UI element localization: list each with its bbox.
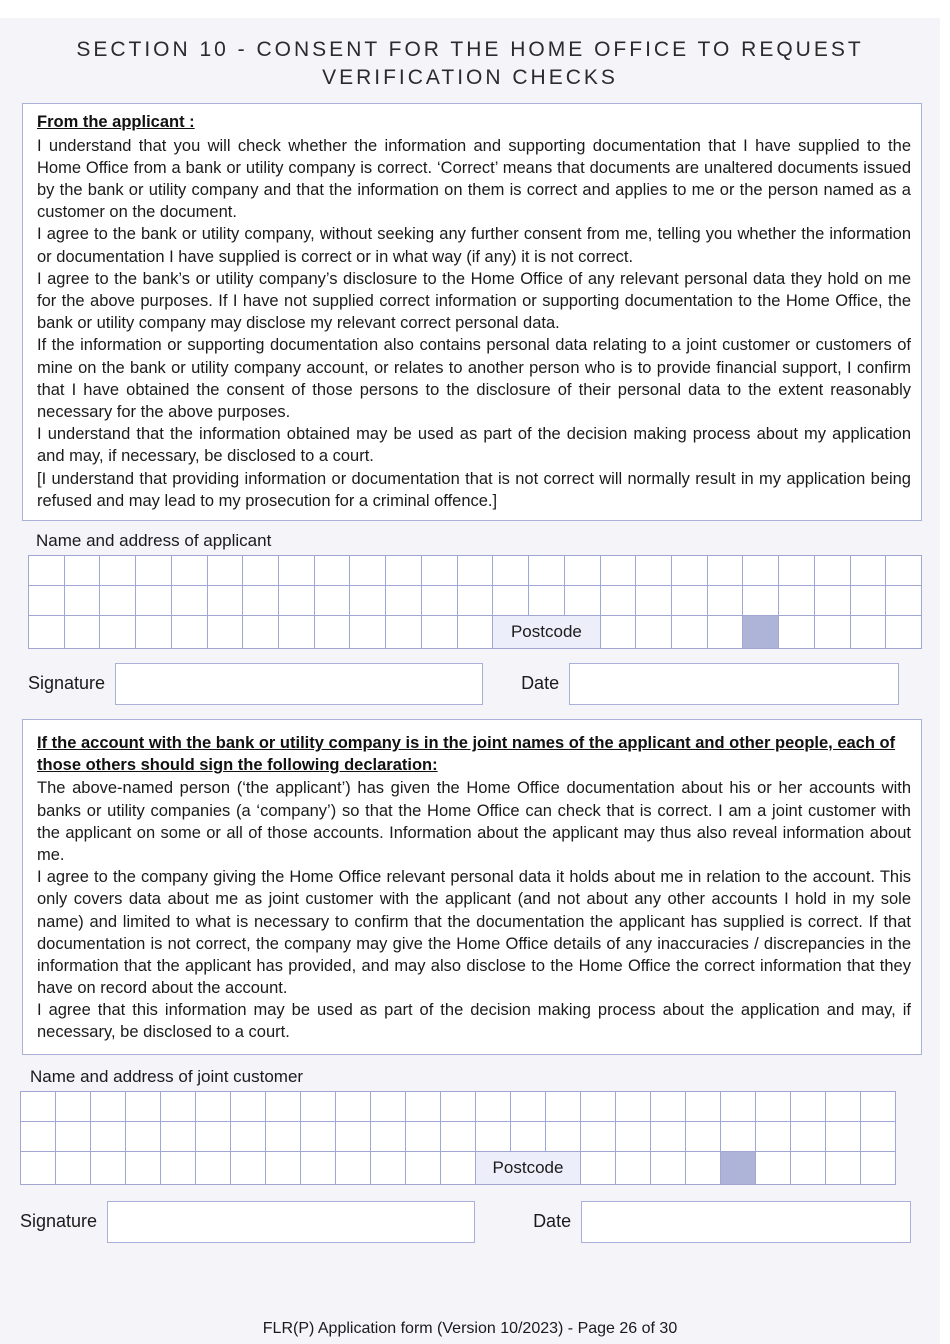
- address-char-cell[interactable]: [581, 1121, 616, 1151]
- address-char-cell[interactable]: [126, 1121, 161, 1151]
- postcode-char-cell[interactable]: [814, 615, 850, 648]
- joint-declaration-heading: If the account with the bank or utility company is in the joint names of the applicant and other people, each of those others should sign the following declaration:: [37, 733, 896, 775]
- postcode-char-cell[interactable]: [636, 615, 672, 648]
- address-char-cell[interactable]: [196, 1121, 231, 1151]
- address-char-cell[interactable]: [243, 585, 279, 615]
- address-char-cell[interactable]: [91, 1151, 126, 1184]
- address-char-cell[interactable]: [171, 615, 207, 648]
- address-char-cell[interactable]: [707, 585, 743, 615]
- address-char-cell[interactable]: [671, 555, 707, 585]
- address-char-cell[interactable]: [279, 615, 315, 648]
- address-char-cell[interactable]: [441, 1091, 476, 1121]
- applicant-declaration-heading: From the applicant :: [37, 113, 195, 132]
- address-char-cell[interactable]: [21, 1121, 56, 1151]
- postcode-char-cell[interactable]: [671, 615, 707, 648]
- address-char-cell[interactable]: [546, 1121, 581, 1151]
- address-char-cell[interactable]: [600, 585, 636, 615]
- address-grid-row: [21, 1091, 896, 1121]
- address-char-cell[interactable]: [791, 1091, 826, 1121]
- address-char-cell[interactable]: [350, 555, 386, 585]
- address-char-cell[interactable]: [301, 1151, 336, 1184]
- address-char-cell[interactable]: [126, 1151, 161, 1184]
- joint-declaration-box: [22, 719, 922, 1055]
- address-char-cell[interactable]: [406, 1121, 441, 1151]
- address-char-cell[interactable]: [301, 1121, 336, 1151]
- address-char-cell[interactable]: [493, 585, 529, 615]
- address-char-cell[interactable]: [171, 585, 207, 615]
- address-char-cell[interactable]: [56, 1091, 91, 1121]
- address-char-cell[interactable]: [266, 1121, 301, 1151]
- address-char-cell[interactable]: [21, 1151, 56, 1184]
- address-char-cell[interactable]: [743, 555, 779, 585]
- address-char-cell[interactable]: [21, 1091, 56, 1121]
- joint-declaration-paragraph: The above-named person (‘the applicant’) has given the Home Office documentation about his or her accounts with banks or utility companies (a ‘company’) so that the Home Office can check that is correct. I am a joint customer with the applicant on some or all of those accounts. Information about the applicant may thus also reveal information about me.: [37, 779, 911, 864]
- address-char-cell[interactable]: [861, 1091, 896, 1121]
- address-char-cell[interactable]: [529, 585, 565, 615]
- address-char-cell[interactable]: [406, 1151, 441, 1184]
- joint-signature-input[interactable]: [107, 1201, 475, 1243]
- address-char-cell[interactable]: [371, 1091, 406, 1121]
- postcode-char-cell[interactable]: [886, 615, 922, 648]
- address-char-cell[interactable]: [100, 585, 136, 615]
- address-char-cell[interactable]: [56, 1151, 91, 1184]
- applicant-date-label: Date: [521, 673, 560, 694]
- address-char-cell[interactable]: [850, 555, 886, 585]
- address-char-cell[interactable]: [371, 1151, 406, 1184]
- address-char-cell[interactable]: [721, 1121, 756, 1151]
- address-char-cell[interactable]: [651, 1121, 686, 1151]
- address-char-cell[interactable]: [686, 1091, 721, 1121]
- address-char-cell[interactable]: [671, 585, 707, 615]
- address-char-cell[interactable]: [756, 1091, 791, 1121]
- applicant-signature-row: [28, 663, 928, 705]
- postcode-row: [29, 615, 922, 648]
- postcode-char-cell[interactable]: [850, 615, 886, 648]
- postcode-char-cell[interactable]: [707, 615, 743, 648]
- address-grid-row: [21, 1121, 896, 1151]
- address-char-cell[interactable]: [126, 1091, 161, 1121]
- page-footer: FLR(P) Application form (Version 10/2023) - Page 26 of 30: [262, 1320, 678, 1337]
- joint-address-grid[interactable]: [20, 1091, 896, 1185]
- postcode-char-cell[interactable]: [600, 615, 636, 648]
- address-char-cell[interactable]: [707, 555, 743, 585]
- address-char-cell[interactable]: [231, 1091, 266, 1121]
- address-char-cell[interactable]: [64, 555, 100, 585]
- address-char-cell[interactable]: [511, 1121, 546, 1151]
- address-char-cell[interactable]: [636, 585, 672, 615]
- address-char-cell[interactable]: [564, 585, 600, 615]
- applicant-address-grid[interactable]: [28, 555, 922, 649]
- address-char-cell[interactable]: [814, 555, 850, 585]
- address-char-cell[interactable]: [136, 585, 172, 615]
- page-title: SECTION 10 - CONSENT FOR THE HOME OFFICE TO REQUEST VERIFICATION CHECKS: [76, 38, 864, 89]
- address-char-cell[interactable]: [196, 1091, 231, 1121]
- address-char-cell[interactable]: [600, 555, 636, 585]
- postcode-char-cell[interactable]: [791, 1151, 826, 1184]
- address-char-cell[interactable]: [791, 1121, 826, 1151]
- postcode-char-cell[interactable]: [779, 615, 815, 648]
- applicant-signature-label: Signature: [28, 673, 106, 694]
- address-char-cell[interactable]: [457, 585, 493, 615]
- address-char-cell[interactable]: [301, 1091, 336, 1121]
- address-char-cell[interactable]: [779, 555, 815, 585]
- joint-date-input[interactable]: [581, 1201, 911, 1243]
- applicant-declaration-paragraph: I agree to the bank or utility company, without seeking any further consent from me, telling you whether the information or documentation I have supplied is correct or in what way (if any) it is not correct.: [37, 225, 911, 266]
- joint-address-label: Name and address of joint customer: [30, 1066, 304, 1086]
- applicant-declaration-paragraph: [I understand that providing information or documentation that is not correct will normally result in my application being refused and may lead to my prosecution for a criminal offence.]: [37, 469, 911, 510]
- address-char-cell[interactable]: [616, 1121, 651, 1151]
- address-char-cell[interactable]: [529, 555, 565, 585]
- address-char-cell[interactable]: [279, 585, 315, 615]
- postcode-row: [21, 1151, 896, 1184]
- address-char-cell[interactable]: [826, 1121, 861, 1151]
- address-char-cell[interactable]: [886, 555, 922, 585]
- joint-signature-row: [20, 1201, 932, 1243]
- address-char-cell[interactable]: [814, 585, 850, 615]
- address-char-cell[interactable]: [386, 615, 422, 648]
- address-char-cell[interactable]: [243, 555, 279, 585]
- address-char-cell[interactable]: [651, 1091, 686, 1121]
- joint-declaration-paragraph: I agree that this information may be used as part of the decision making process about the application and may, if necessary, be disclosed to a court.: [37, 1001, 911, 1042]
- address-char-cell[interactable]: [386, 585, 422, 615]
- address-char-cell[interactable]: [100, 615, 136, 648]
- address-char-cell[interactable]: [336, 1151, 371, 1184]
- address-char-cell[interactable]: [29, 585, 65, 615]
- postcode-gap-cell: [743, 615, 779, 648]
- address-char-cell[interactable]: [861, 1121, 896, 1151]
- applicant-declaration-box: [22, 103, 922, 520]
- address-char-cell[interactable]: [493, 555, 529, 585]
- address-char-cell[interactable]: [457, 555, 493, 585]
- applicant-declaration-paragraph: I understand that you will check whether the information and supporting documentation that I have supplied to the Home Office from a bank or utility company is correct. ‘Correct’ means that documents are unaltered documents issued by the bank or utility company and that the information on them is correct and applies to me or the person named as a customer on the document.: [37, 136, 911, 222]
- address-char-cell[interactable]: [886, 585, 922, 615]
- postcode-label: Postcode: [493, 615, 600, 648]
- address-char-cell[interactable]: [171, 555, 207, 585]
- address-char-cell[interactable]: [371, 1121, 406, 1151]
- address-char-cell[interactable]: [243, 615, 279, 648]
- address-char-cell[interactable]: [476, 1091, 511, 1121]
- address-char-cell[interactable]: [207, 615, 243, 648]
- address-char-cell[interactable]: [336, 1121, 371, 1151]
- address-char-cell[interactable]: [314, 615, 350, 648]
- applicant-signature-input[interactable]: [115, 663, 483, 705]
- address-char-cell[interactable]: [421, 555, 457, 585]
- postcode-char-cell[interactable]: [826, 1151, 861, 1184]
- address-char-cell[interactable]: [636, 555, 672, 585]
- address-char-cell[interactable]: [686, 1121, 721, 1151]
- postcode-gap-cell: [721, 1151, 756, 1184]
- address-char-cell[interactable]: [581, 1091, 616, 1121]
- joint-signature-label: Signature: [20, 1211, 98, 1232]
- address-char-cell[interactable]: [350, 615, 386, 648]
- address-char-cell[interactable]: [336, 1091, 371, 1121]
- address-char-cell[interactable]: [457, 615, 493, 648]
- address-char-cell[interactable]: [161, 1091, 196, 1121]
- address-char-cell[interactable]: [161, 1121, 196, 1151]
- address-char-cell[interactable]: [279, 555, 315, 585]
- address-char-cell[interactable]: [161, 1151, 196, 1184]
- address-char-cell[interactable]: [100, 555, 136, 585]
- address-char-cell[interactable]: [231, 1121, 266, 1151]
- postcode-label: Postcode: [476, 1151, 581, 1184]
- address-grid-row: [29, 585, 922, 615]
- form-page: [0, 18, 940, 1344]
- address-char-cell[interactable]: [616, 1091, 651, 1121]
- address-char-cell[interactable]: [314, 555, 350, 585]
- address-char-cell[interactable]: [511, 1091, 546, 1121]
- address-char-cell[interactable]: [56, 1121, 91, 1151]
- postcode-char-cell[interactable]: [651, 1151, 686, 1184]
- address-char-cell[interactable]: [546, 1091, 581, 1121]
- postcode-char-cell[interactable]: [616, 1151, 651, 1184]
- applicant-declaration-paragraph: I understand that the information obtained may be used as part of the decision making process about my application and may, if necessary, be disclosed to a court.: [37, 425, 911, 466]
- address-char-cell[interactable]: [564, 555, 600, 585]
- address-char-cell[interactable]: [421, 615, 457, 648]
- address-char-cell[interactable]: [266, 1091, 301, 1121]
- address-char-cell[interactable]: [91, 1091, 126, 1121]
- address-char-cell[interactable]: [386, 555, 422, 585]
- applicant-declaration-paragraph: I agree to the bank’s or utility company’s disclosure to the Home Office of any relevant personal data they hold on me for the above purposes. If I have not supplied correct information or supporting documentation to the Home Office, the bank or utility company may disclose my relevant correct personal data.: [37, 269, 911, 333]
- postcode-char-cell[interactable]: [861, 1151, 896, 1184]
- applicant-address-label: Name and address of applicant: [36, 530, 272, 550]
- joint-declaration-paragraph: I agree to the company giving the Home Office relevant personal data it holds about me in relation to the account. This only covers data about me as joint customer with the applicant (and not about any other accounts I hold in my sole name) and limited to what is necessary to confirm that the documentation the applicant has supplied is correct. If that documentation is not correct, the company may give the Home Office details of any inaccuracies / discrepancies in the information that the applicant has provided, and may also disclose to the Home Office the correct information that they have on record about the account.: [37, 868, 911, 998]
- address-char-cell[interactable]: [314, 585, 350, 615]
- applicant-date-input[interactable]: [569, 663, 899, 705]
- address-char-cell[interactable]: [29, 615, 65, 648]
- address-char-cell[interactable]: [136, 615, 172, 648]
- address-grid-row: [29, 555, 922, 585]
- applicant-declaration-paragraph: If the information or supporting documentation also contains personal data relating to a joint customer or customers of mine on the bank or utility company account, or relates to another person who is to provide financial support, I confirm that I have obtained the consent of those persons to the disclosure of their personal data to the extent reasonably necessary for the above purposes.: [37, 336, 911, 421]
- address-char-cell[interactable]: [231, 1151, 266, 1184]
- address-char-cell[interactable]: [826, 1091, 861, 1121]
- address-char-cell[interactable]: [266, 1151, 301, 1184]
- address-char-cell[interactable]: [743, 585, 779, 615]
- address-char-cell[interactable]: [779, 585, 815, 615]
- address-char-cell[interactable]: [421, 585, 457, 615]
- address-char-cell[interactable]: [64, 585, 100, 615]
- address-char-cell[interactable]: [406, 1091, 441, 1121]
- address-char-cell[interactable]: [29, 555, 65, 585]
- address-char-cell[interactable]: [207, 555, 243, 585]
- postcode-char-cell[interactable]: [686, 1151, 721, 1184]
- address-char-cell[interactable]: [441, 1151, 476, 1184]
- address-char-cell[interactable]: [64, 615, 100, 648]
- address-char-cell[interactable]: [91, 1121, 126, 1151]
- address-char-cell[interactable]: [136, 555, 172, 585]
- address-char-cell[interactable]: [721, 1091, 756, 1121]
- address-char-cell[interactable]: [476, 1121, 511, 1151]
- address-char-cell[interactable]: [850, 585, 886, 615]
- address-char-cell[interactable]: [207, 585, 243, 615]
- postcode-char-cell[interactable]: [756, 1151, 791, 1184]
- postcode-char-cell[interactable]: [581, 1151, 616, 1184]
- address-char-cell[interactable]: [756, 1121, 791, 1151]
- address-char-cell[interactable]: [350, 585, 386, 615]
- address-char-cell[interactable]: [441, 1121, 476, 1151]
- joint-date-label: Date: [533, 1211, 572, 1232]
- address-char-cell[interactable]: [196, 1151, 231, 1184]
